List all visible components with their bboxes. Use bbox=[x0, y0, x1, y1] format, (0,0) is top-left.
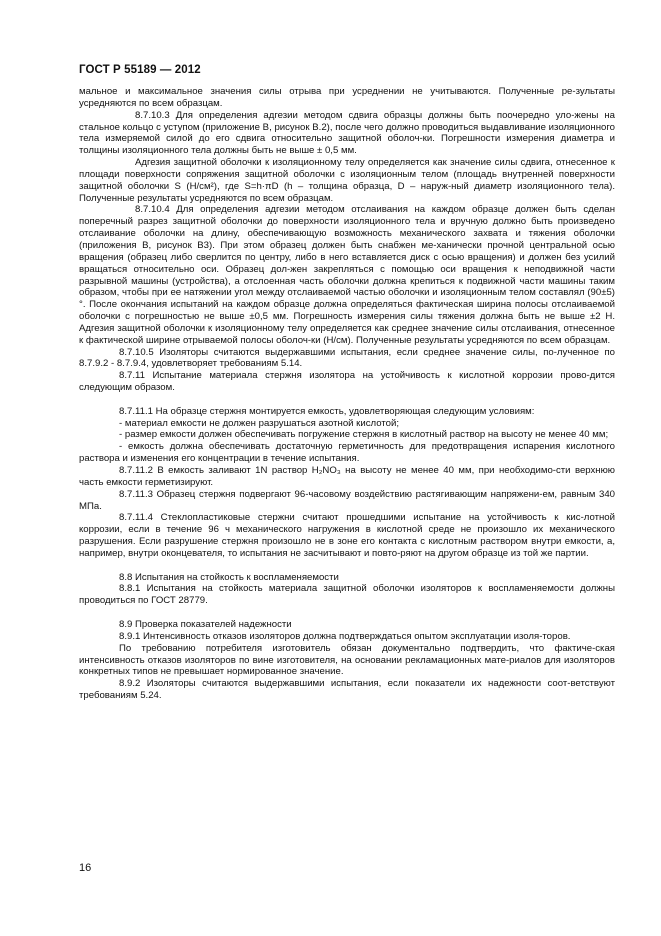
paragraph: 8.9.2 Изоляторы считаются выдержавшими испытания, если показатели их надежности соот-ветствуют требованиям 5.24. bbox=[79, 678, 615, 702]
paragraph: 8.7.11.1 На образце стержня монтируется емкость, удовлетворяющая следующим условиям: bbox=[119, 405, 535, 417]
list-item: - материал емкости не должен разрушаться азотной кислотой; bbox=[119, 417, 400, 429]
paragraph: 8.9.1 Интенсивность отказов изоляторов должна подтверждаться опытом эксплуатации изоля-торов. bbox=[119, 630, 571, 642]
section-heading: 8.8 Испытания на стойкость к воспламеняемости bbox=[119, 571, 339, 583]
paragraph: 8.7.11.4 Стеклопластиковые стержни считают прошедшими испытание на устойчивость к кис-лотной коррозии, если в течение 96 ч механического нагружения в кислотной среде не произошло их механического разрушения. Если разрушение стержня произошло не в зоне его контакта с кислотным раствором внутри емкости, а, например, внутри оконцевателя, то испытания не засчитывают и повто-ряют на другом образце из той же партии. bbox=[79, 512, 615, 559]
paragraph: По требованию потребителя изготовитель обязан документально подтвердить, что фактиче-ская интенсивность отказов изоляторов по вине изготовителя, на основании рекламационных мате-риалов для изоляторов конкретных типов не превышает нормированное значение. bbox=[79, 642, 615, 678]
page-number: 16 bbox=[79, 862, 92, 874]
paragraph: Адгезия защитной оболочки к изоляционному телу определяется как значение силы сдвига, отнесенное к площади поверхности сопряжения защитной оболочки с изоляционным телом (площадь внутренней поверхности защитной оболочки S (Н/см²), где S=h·πD (h – толщина образца, D – наруж-ный диаметр изоляционного тела). Полученные результаты усредняются по всем образцам. bbox=[79, 157, 615, 204]
paragraph: 8.7.10.4 Для определения адгезии методом отслаивания на каждом образце должен быть сделан поперечный разрез защитной оболочки до поверхности изоляционного тела и вручную должно быть произведено отслаивание оболочки на длину, обеспечивающую возможность механического захвата и тяжения оболочки (приложения В, рисунок В3). При этом образец должен быть снабжен ме-ханически прочной центральной осью вращения (образец либо сверлится по центру, либо в него вставляется диск с осью вращения) и должен без усилий вращаться относительно оси. Образец дол-жен закрепляться с помощью оси вращения к неподвижной части разрывной машины (устройства), а отслоенная часть оболочки должна крепиться к подвижной части машины таким образом, чтобы при ее натяжении угол между отслаиваемой частью оболочки и изоляционным телом составлял (90±5)°. После окончания испытаний на каждом образце должна определяться фактическая ширина полосы отслаиваемой оболочки с погрешностью не выше ±0,5 мм. Погрешность измерения силы тяжения должна быть не выше ±2 Н. Адгезия защитной оболочки к изоляционному телу определяется как среднее значение силы отслаивания, отнесенное к фактической ширине отрываемой полосы оболоч-ки (Н/см). Полученные результаты усредняются по всем образцам. bbox=[79, 204, 615, 346]
paragraph: 8.7.10.3 Для определения адгезии методом сдвига образцы должны быть поочередно уло-жены на стальное кольцо с уступом (приложение В, рисунок В.2), после чего должно проводиться выдавливание изоляционного тела измеряемой силой до его сдвига относительно защитной оболоч-ки. Погрешности измерения диаметра и толщины изоляционного тела должны быть не выше ± 0,5 мм. bbox=[79, 109, 615, 157]
paragraph: 8.7.11.2 В емкость заливают 1N раствор H₂NO₃ на высоту не менее 40 мм, при необходимо-сти верхнюю часть емкости герметизируют. bbox=[79, 465, 615, 488]
section-heading: 8.9 Проверка показателей надежности bbox=[119, 618, 292, 630]
paragraph: 8.8.1 Испытания на стойкость материала защитной оболочки изоляторов к воспламеняемости должны проводиться по ГОСТ 28779. bbox=[79, 583, 615, 607]
document-header: ГОСТ Р 55189 — 2012 bbox=[79, 64, 201, 76]
document-body bbox=[79, 86, 615, 702]
paragraph: мальное и максимальное значения силы отрыва при усреднении не учитываются. Полученные ре-зультаты усредняются по всем образцам. bbox=[79, 86, 615, 109]
paragraph: 8.7.10.5 Изоляторы считаются выдержавшими испытания, если среднее значение силы, по-лученное по 8.7.9.2 - 8.7.9.4, удовлетворяет требованиям 5.14. bbox=[79, 346, 615, 370]
list-item: - емкость должна обеспечивать достаточную герметичность для предотвращения испарения кислотного раствора и изменения его концентрации в течение испытания. bbox=[79, 441, 615, 465]
paragraph: 8.7.11 Испытание материала стержня изолятора на устойчивость к кислотной коррозии прово-дится следующим образом. bbox=[79, 370, 615, 394]
list-item: - размер емкости должен обеспечивать погружение стержня в кислотный раствор на высоту не менее 40 мм; bbox=[119, 429, 609, 441]
paragraph: 8.7.11.3 Образец стержня подвергают 96-часовому воздействию растягивающим напряжени-ем, равным 340 МПа. bbox=[79, 488, 615, 512]
